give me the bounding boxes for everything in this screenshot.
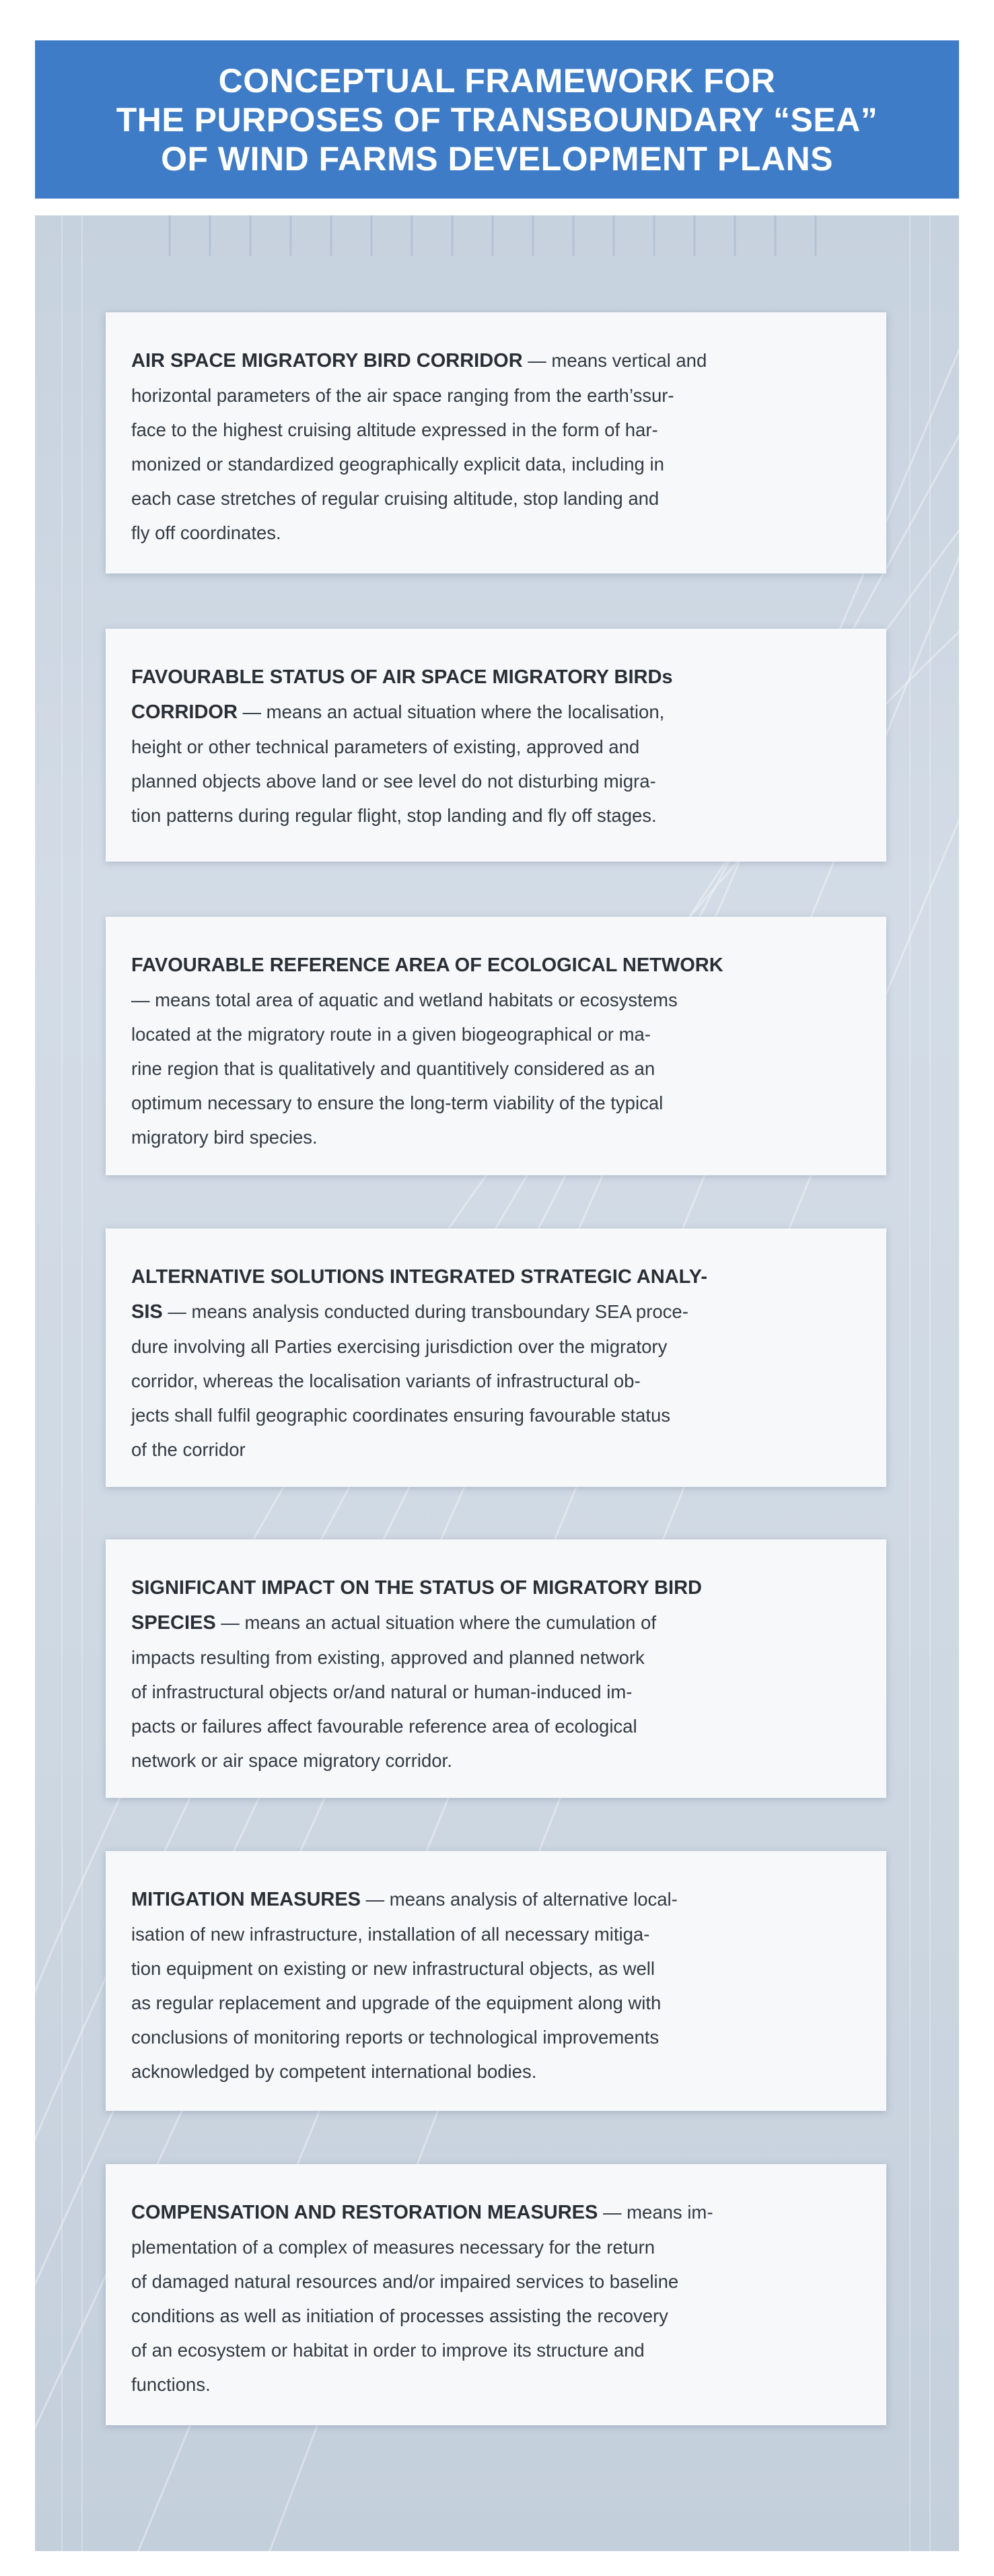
definition-line — [131, 660, 861, 695]
definition-line: — means total area of aquatic and wetland habitats or ecosystems — [131, 989, 678, 1010]
definition-card-mitigation-measures — [106, 1851, 886, 2111]
definition-term: MITIGATION MEASURES — [131, 1889, 361, 1910]
definition-line — [131, 695, 861, 730]
definition-line: conclusions of monitoring reports or technological improvements — [131, 2027, 660, 2048]
definition-text: — means an actual situation where the cumulation of — [215, 1612, 656, 1633]
definition-text: — means analysis conducted during transboundary SEA proce- — [162, 1301, 688, 1322]
definition-line — [131, 2195, 861, 2230]
poster — [35, 40, 959, 2551]
definition-line: migratory bird species. — [131, 1127, 318, 1148]
definition-line — [131, 1605, 861, 1640]
definition-line: network or air space migratory corridor. — [131, 1750, 452, 1771]
definition-card-favourable-status — [106, 629, 886, 862]
definition-line: functions. — [131, 2374, 211, 2395]
title-line-2: THE PURPOSES OF TRANSBOUNDARY “SEA” — [116, 100, 878, 139]
definition-term: COMPENSATION AND RESTORATION MEASURES — [131, 2202, 598, 2223]
definition-line: jects shall fulfil geographic coordinates ensuring favourable status — [131, 1405, 671, 1426]
definition-line: located at the migratory route in a given biogeographical or ma- — [131, 1024, 651, 1045]
title-line-3: OF WIND FARMS DEVELOPMENT PLANS — [161, 139, 833, 178]
definition-card-compensation-restoration — [106, 2164, 886, 2425]
definition-line: as regular replacement and upgrade of the equipment along with — [131, 1992, 662, 2013]
definition-line: acknowledged by competent international bodies. — [131, 2061, 537, 2082]
definition-text: — means im- — [598, 2202, 713, 2223]
definition-line: plementation of a complex of measures necessary for the return — [131, 2237, 655, 2258]
definition-term: FAVOURABLE STATUS OF AIR SPACE MIGRATORY BIRDs — [131, 666, 673, 688]
definition-line: horizontal parameters of the air space ranging from the earth’ssur- — [131, 385, 674, 406]
definition-term-continued: SPECIES — [131, 1612, 216, 1634]
title-banner — [35, 40, 959, 199]
definition-card-reference-area — [106, 917, 886, 1175]
definition-line: impacts resulting from existing, approved and planned network — [131, 1647, 645, 1668]
definition-term-continued: SIS — [131, 1301, 163, 1323]
definition-line: face to the highest cruising altitude expressed in the form of har- — [131, 419, 658, 440]
definition-line — [131, 1294, 861, 1329]
definition-text: — means an actual situation where the localisation, — [237, 701, 665, 722]
definition-line: optimum necessary to ensure the long-term viability of the typical — [131, 1092, 664, 1113]
definition-card-alternative-solutions — [106, 1228, 886, 1487]
definition-line: each case stretches of regular cruising altitude, stop landing and — [131, 488, 660, 509]
definition-line: planned objects above land or see level do not disturbing migra- — [131, 771, 656, 792]
definition-term: SIGNIFICANT IMPACT ON THE STATUS OF MIGRATORY BIRD — [131, 1577, 702, 1599]
definition-line: isation of new infrastructure, installation of all necessary mitiga- — [131, 1924, 650, 1945]
definition-line: pacts or failures affect favourable reference area of ecological — [131, 1716, 637, 1737]
definition-line: tion equipment on existing or new infrastructural objects, as well — [131, 1958, 655, 1979]
content-panel — [35, 215, 959, 2551]
definition-line — [131, 1882, 861, 1917]
definition-text: — means vertical and — [522, 350, 707, 371]
definition-line: fly off coordinates. — [131, 522, 281, 543]
definition-card-significant-impact — [106, 1539, 886, 1798]
definition-term: FAVOURABLE REFERENCE AREA OF ECOLOGICAL NETWORK — [131, 954, 723, 976]
title-line-1: CONCEPTUAL FRAMEWORK FOR — [218, 61, 776, 100]
definition-line: rine region that is qualitatively and quantitively considered as an — [131, 1058, 655, 1079]
definition-line — [131, 1570, 861, 1605]
definition-line: conditions as well as initiation of processes assisting the recovery — [131, 2305, 668, 2326]
definition-line: tion patterns during regular flight, stop landing and fly off stages. — [131, 805, 657, 826]
definition-line: of an ecosystem or habitat in order to improve its structure and — [131, 2340, 645, 2361]
definition-line: corridor, whereas the localisation variants of infrastructural ob- — [131, 1370, 641, 1391]
definition-line: of damaged natural resources and/or impaired services to baseline — [131, 2271, 679, 2292]
definition-line — [131, 948, 861, 983]
definition-text: — means analysis of alternative local- — [361, 1889, 678, 1910]
definition-term: AIR SPACE MIGRATORY BIRD CORRIDOR — [131, 350, 523, 372]
definition-line — [131, 343, 861, 378]
definition-card-air-space-corridor — [106, 312, 886, 573]
definition-line: monized or standardized geographically explicit data, including in — [131, 454, 664, 475]
definition-line: height or other technical parameters of existing, approved and — [131, 736, 640, 757]
definition-line: of the corridor — [131, 1439, 246, 1460]
definition-term-continued: CORRIDOR — [131, 701, 238, 723]
definition-line: dure involving all Parties exercising jurisdiction over the migratory — [131, 1336, 668, 1357]
definition-term: ALTERNATIVE SOLUTIONS INTEGRATED STRATEGIC ANALY- — [131, 1266, 708, 1288]
definition-line: of infrastructural objects or/and natural or human-induced im- — [131, 1681, 633, 1702]
definition-line — [131, 1259, 861, 1294]
